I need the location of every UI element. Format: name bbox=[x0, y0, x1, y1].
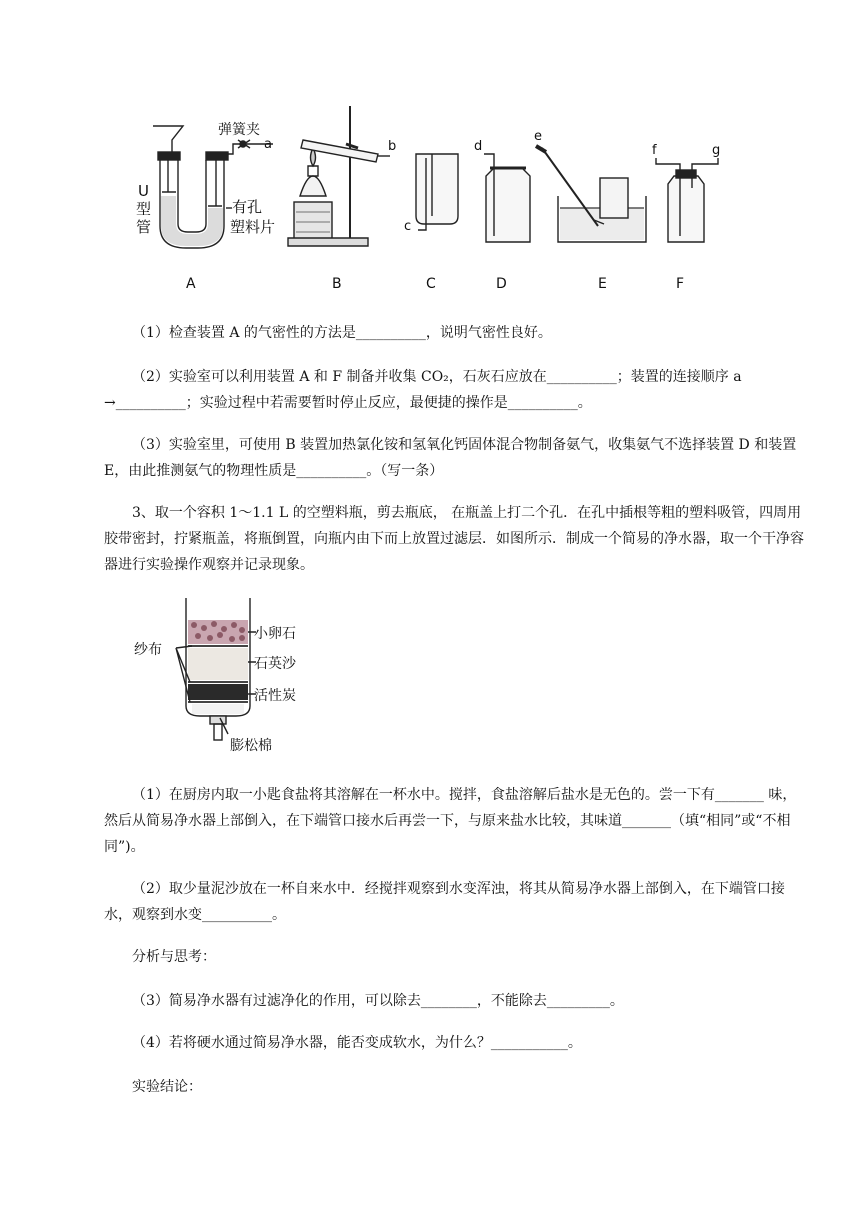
water-purifier-figure bbox=[128, 598, 328, 758]
label-c: c bbox=[404, 219, 412, 234]
apparatus-c bbox=[416, 154, 458, 230]
label-f: f bbox=[652, 143, 657, 158]
label-d: d bbox=[474, 139, 483, 154]
label-perforated-1: 有孔 bbox=[232, 198, 263, 216]
q3-part1: （1）在厨房内取一小匙食盐将其溶解在一杯水中。搅拌，食盐溶解后盐水是无色的。尝一下有_______ 味，然后从简易净水器上部倒入，在下端管口接水后再尝一下，与原来盐水比较，其味道_______（填“相同”或“不相同”)。 bbox=[104, 787, 797, 855]
q3-conclusion-heading: 实验结论： bbox=[132, 1079, 202, 1095]
label-perforated-2: 塑料片 bbox=[230, 218, 276, 236]
apparatus-letter-b: B bbox=[332, 276, 342, 292]
label-u-tube-2: 型 bbox=[136, 200, 152, 218]
apparatus-figure bbox=[128, 96, 728, 296]
apparatus-letter-d: D bbox=[496, 276, 507, 292]
label-u-tube-1: U bbox=[138, 182, 149, 200]
apparatus-letter-a: A bbox=[186, 276, 196, 292]
apparatus-b bbox=[288, 106, 390, 246]
label-b: b bbox=[388, 139, 397, 154]
q2-part2: （2）实验室可以利用装置 A 和 F 制备并收集 CO₂，石灰石应放在__________；装置的连接顺序 a →__________；实验过程中若需要暂时停止反应，最便捷的操作是__________。 bbox=[104, 369, 742, 411]
label-spring-clip: 弹簧夹 bbox=[218, 122, 260, 138]
label-e: e bbox=[534, 129, 542, 144]
q3-analysis-heading: 分析与思考： bbox=[132, 949, 216, 965]
q3-part2: （2）取少量泥沙放在一杯自来水中．经搅拌观察到水变浑浊，将其从简易净水器上部倒入，在下端管口接水，观察到水变__________。 bbox=[104, 881, 785, 923]
label-pebbles: 小卵石 bbox=[254, 626, 296, 642]
q3-intro: 3、取一个容积 1～1.1 L 的空塑料瓶，剪去瓶底， 在瓶盖上打二个孔．在孔中插根等粗的塑料吸管，四周用胶带密封，拧紧瓶盖，将瓶倒置，向瓶内由下而上放置过滤层．如图所示．制成一个简易的净水器，取一个干净容器进行实验操作观察并记录现象。 bbox=[104, 505, 804, 573]
apparatus-letter-c: C bbox=[426, 276, 436, 292]
apparatus-e bbox=[536, 146, 646, 242]
label-g: g bbox=[712, 143, 721, 158]
apparatus-d bbox=[484, 154, 530, 242]
label-u-tube-3: 管 bbox=[136, 218, 152, 236]
label-a: a bbox=[264, 137, 272, 152]
label-cotton: 膨松棉 bbox=[230, 738, 272, 754]
label-activated-carbon: 活性炭 bbox=[254, 688, 296, 704]
q3-part4: （4）若将硬水通过简易净水器，能否变成软水，为什么？___________。 bbox=[132, 1035, 582, 1051]
q3-part3: （3）简易净水器有过滤净化的作用，可以除去________，不能除去_________。 bbox=[132, 993, 624, 1009]
apparatus-letter-e: E bbox=[598, 276, 607, 292]
label-quartz-sand: 石英沙 bbox=[254, 656, 296, 672]
apparatus-f bbox=[656, 158, 718, 242]
q2-part1: （1）检查装置 A 的气密性的方法是__________，说明气密性良好。 bbox=[132, 325, 552, 341]
apparatus-letter-f: F bbox=[676, 276, 685, 292]
label-gauze: 纱布 bbox=[134, 642, 162, 658]
q2-part3: （3）实验室里，可使用 B 装置加热氯化铵和氢氧化钙固体混合物制备氨气，收集氨气不选择装置 D 和装置 E，由此推测氨气的物理性质是__________。（写一条） bbox=[104, 437, 797, 479]
